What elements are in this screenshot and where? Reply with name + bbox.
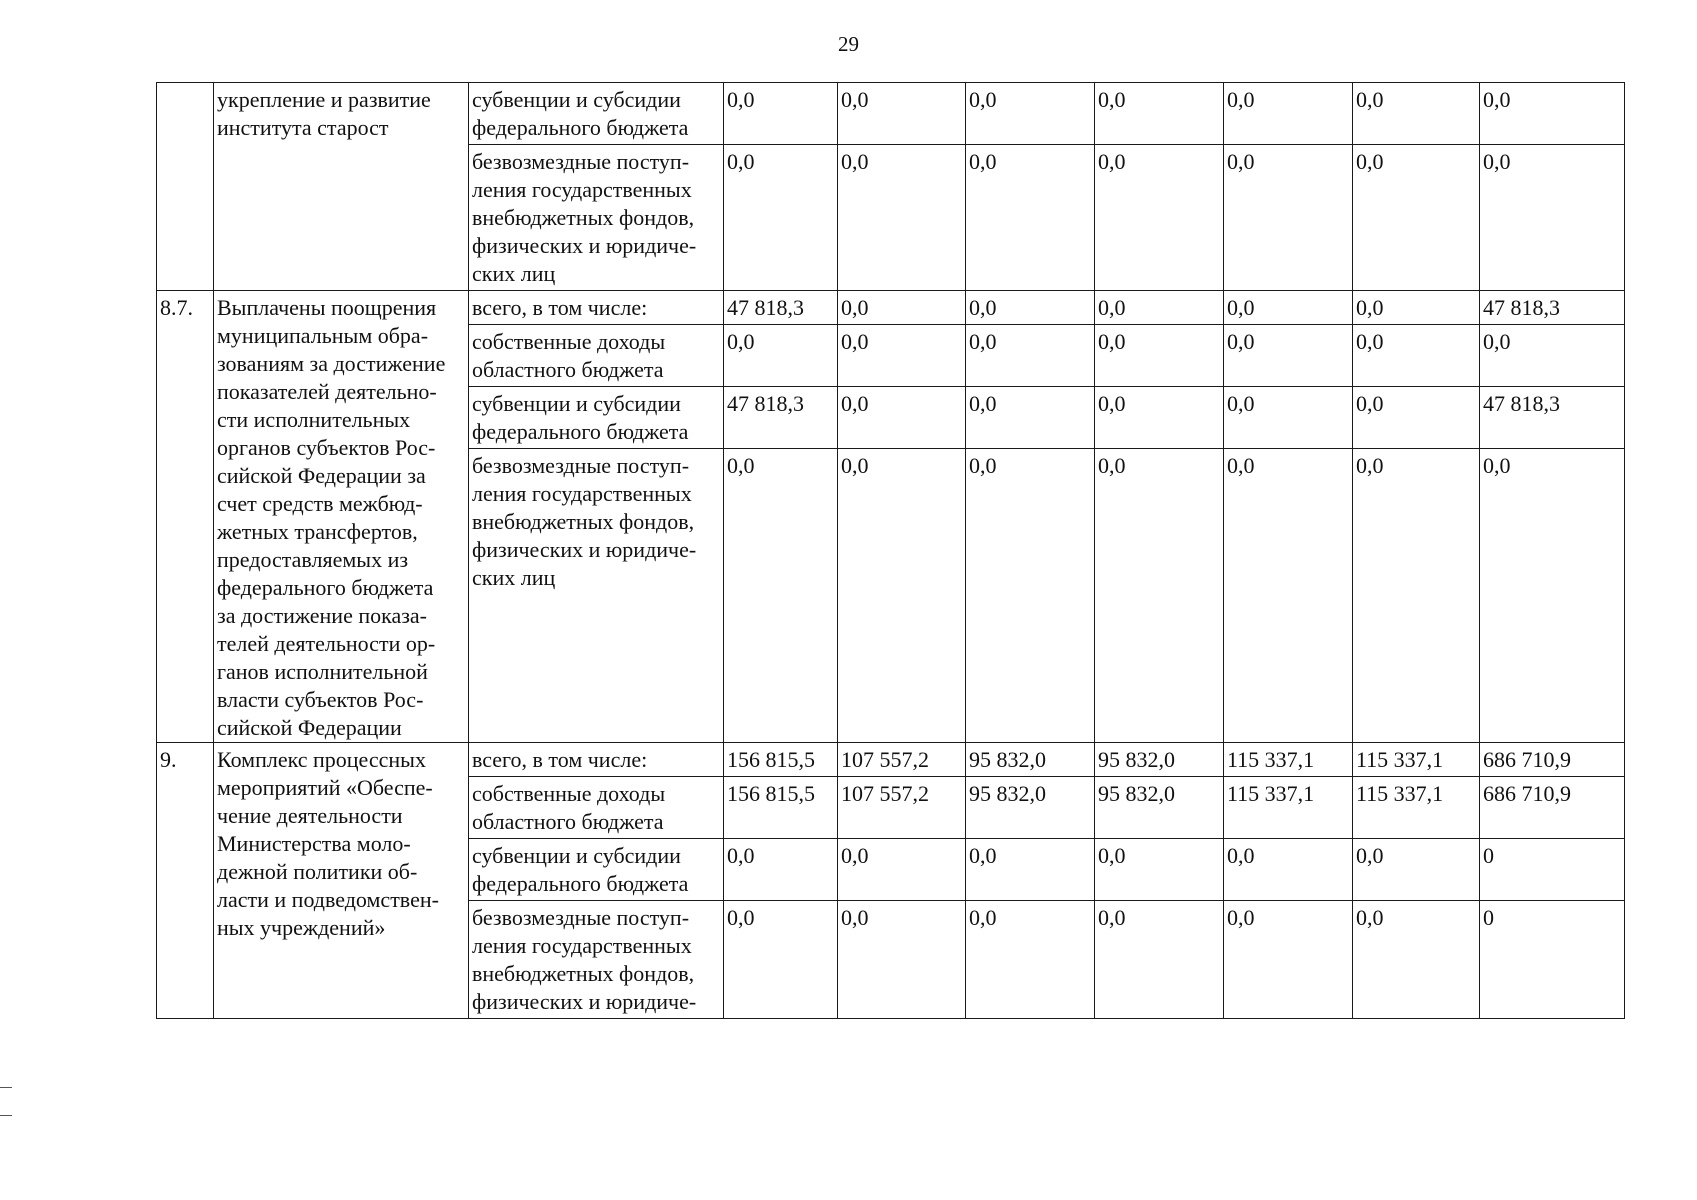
table-row: [157, 291, 1625, 325]
text-line: Комплекс процессных: [217, 747, 426, 772]
text-line: собственные доходы: [472, 329, 666, 354]
text-line: всего, в том числе:: [472, 295, 648, 320]
row-number-cell: [157, 83, 214, 291]
amount-cell: 0,0: [966, 839, 1095, 901]
text-line: физических и юридиче-: [472, 233, 697, 258]
funding-source-cell: [469, 449, 724, 743]
row-number-cell: 9.: [157, 743, 214, 1019]
text-line: собственные доходы: [472, 781, 666, 806]
amount-cell: 0,0: [1353, 387, 1480, 449]
edge-mark: [0, 1115, 12, 1116]
amount-cell: 0,0: [1353, 901, 1480, 1019]
amount-cell: 0,0: [1095, 387, 1224, 449]
event-description-cell: [214, 291, 469, 743]
text-line: чение деятельности: [217, 803, 403, 828]
amount-cell: 0,0: [1480, 325, 1625, 387]
amount-cell: 156 815,5: [724, 743, 838, 777]
text-line: областного бюджета: [472, 809, 664, 834]
amount-cell: 156 815,5: [724, 777, 838, 839]
row-number-cell: 8.7.: [157, 291, 214, 743]
amount-cell: 0,0: [966, 449, 1095, 743]
amount-cell: 0,0: [1224, 83, 1353, 145]
text-line: безвозмездные поступ-: [472, 453, 690, 478]
event-description-cell: [214, 743, 469, 1019]
amount-cell: 686 710,9: [1480, 777, 1625, 839]
amount-cell: 0,0: [966, 325, 1095, 387]
text-line: жетных трансфертов,: [217, 519, 418, 544]
amount-cell: 47 818,3: [1480, 291, 1625, 325]
text-line: внебюджетных фондов,: [472, 205, 695, 230]
amount-cell: 0,0: [966, 387, 1095, 449]
text-line: федерального бюджета: [217, 575, 434, 600]
amount-cell: 0,0: [724, 839, 838, 901]
text-line: муниципальным обра-: [217, 323, 429, 348]
funding-source-cell: [469, 743, 724, 777]
amount-cell: 95 832,0: [966, 777, 1095, 839]
amount-cell: 0: [1480, 839, 1625, 901]
text-line: счет средств межбюд-: [217, 491, 423, 516]
amount-cell: 95 832,0: [1095, 777, 1224, 839]
text-line: Выплачены поощрения: [217, 295, 437, 320]
amount-cell: 0,0: [724, 449, 838, 743]
text-line: ления государственных: [472, 933, 692, 958]
amount-cell: 47 818,3: [724, 387, 838, 449]
amount-cell: 0: [1480, 901, 1625, 1019]
amount-cell: 107 557,2: [838, 743, 966, 777]
text-line: Министерства моло-: [217, 831, 411, 856]
text-line: за достижение показа-: [217, 603, 428, 628]
text-line: физических и юридиче-: [472, 537, 697, 562]
text-line: субвенции и субсидии: [472, 843, 681, 868]
amount-cell: 95 832,0: [966, 743, 1095, 777]
text-line: ганов исполнительной: [217, 659, 428, 684]
amount-cell: 0,0: [966, 291, 1095, 325]
amount-cell: 686 710,9: [1480, 743, 1625, 777]
text-line: всего, в том числе:: [472, 747, 648, 772]
amount-cell: 0,0: [1224, 325, 1353, 387]
text-line: института старост: [217, 115, 389, 140]
amount-cell: 0,0: [1095, 291, 1224, 325]
funding-source-cell: [469, 83, 724, 145]
amount-cell: 107 557,2: [838, 777, 966, 839]
amount-cell: 0,0: [1095, 901, 1224, 1019]
text-line: телей деятельности ор-: [217, 631, 436, 656]
amount-cell: 0,0: [724, 145, 838, 291]
text-line: безвозмездные поступ-: [472, 905, 690, 930]
amount-cell: 0,0: [1480, 145, 1625, 291]
edge-mark: [0, 1087, 12, 1088]
text-line: власти субъектов Рос-: [217, 687, 424, 712]
amount-cell: 0,0: [1095, 145, 1224, 291]
text-line: сти исполнительных: [217, 407, 411, 432]
amount-cell: 0,0: [1353, 83, 1480, 145]
amount-cell: 0,0: [1095, 325, 1224, 387]
amount-cell: 0,0: [724, 83, 838, 145]
amount-cell: 0,0: [724, 901, 838, 1019]
amount-cell: 115 337,1: [1353, 743, 1480, 777]
amount-cell: 0,0: [838, 387, 966, 449]
funding-source-cell: [469, 145, 724, 291]
amount-cell: 0,0: [1224, 449, 1353, 743]
text-line: ласти и подведомствен-: [217, 887, 439, 912]
funding-source-cell: [469, 777, 724, 839]
amount-cell: 115 337,1: [1224, 777, 1353, 839]
amount-cell: 0,0: [838, 83, 966, 145]
amount-cell: 115 337,1: [1224, 743, 1353, 777]
amount-cell: 0,0: [838, 839, 966, 901]
text-line: ных учреждений»: [217, 915, 386, 940]
text-line: ления государственных: [472, 177, 692, 202]
text-line: ления государственных: [472, 481, 692, 506]
budget-table: [156, 82, 1625, 1019]
text-line: субвенции и субсидии: [472, 391, 681, 416]
text-line: показателей деятельно-: [217, 379, 437, 404]
amount-cell: 0,0: [838, 145, 966, 291]
text-line: сийской Федерации: [217, 715, 402, 740]
amount-cell: 0,0: [1095, 839, 1224, 901]
text-line: субвенции и субсидии: [472, 87, 681, 112]
amount-cell: 0,0: [1353, 325, 1480, 387]
text-line: укрепление и развитие: [217, 87, 431, 112]
funding-source-cell: [469, 901, 724, 1019]
amount-cell: 0,0: [838, 291, 966, 325]
event-description-cell: [214, 83, 469, 291]
text-line: внебюджетных фондов,: [472, 961, 695, 986]
amount-cell: 0,0: [1353, 291, 1480, 325]
amount-cell: 0,0: [838, 449, 966, 743]
amount-cell: 47 818,3: [1480, 387, 1625, 449]
funding-source-cell: [469, 325, 724, 387]
amount-cell: 0,0: [1224, 839, 1353, 901]
text-line: предоставляемых из: [217, 547, 409, 572]
amount-cell: 0,0: [1095, 449, 1224, 743]
text-line: безвозмездные поступ-: [472, 149, 690, 174]
amount-cell: 0,0: [1353, 449, 1480, 743]
text-line: областного бюджета: [472, 357, 664, 382]
text-line: ских лиц: [472, 565, 556, 590]
table-row: [157, 743, 1625, 777]
text-line: федерального бюджета: [472, 419, 689, 444]
funding-source-cell: [469, 387, 724, 449]
text-line: внебюджетных фондов,: [472, 509, 695, 534]
amount-cell: 95 832,0: [1095, 743, 1224, 777]
amount-cell: 0,0: [1224, 387, 1353, 449]
text-line: физических и юридиче-: [472, 989, 697, 1014]
table-body: [157, 83, 1625, 1019]
amount-cell: 115 337,1: [1353, 777, 1480, 839]
amount-cell: 0,0: [1224, 901, 1353, 1019]
amount-cell: 0,0: [838, 901, 966, 1019]
amount-cell: 0,0: [1224, 291, 1353, 325]
page-number: 29: [838, 32, 859, 56]
amount-cell: 0,0: [1480, 449, 1625, 743]
amount-cell: 0,0: [1095, 83, 1224, 145]
text-line: мероприятий «Обеспе-: [217, 775, 433, 800]
amount-cell: 0,0: [966, 901, 1095, 1019]
text-line: федерального бюджета: [472, 871, 689, 896]
text-line: органов субъектов Рос-: [217, 435, 436, 460]
funding-source-cell: [469, 291, 724, 325]
amount-cell: 0,0: [724, 325, 838, 387]
amount-cell: 0,0: [966, 83, 1095, 145]
amount-cell: 0,0: [1224, 145, 1353, 291]
table-row: [157, 83, 1625, 145]
text-line: зованиям за достижение: [217, 351, 446, 376]
text-line: сийской Федерации за: [217, 463, 426, 488]
funding-source-cell: [469, 839, 724, 901]
amount-cell: 0,0: [838, 325, 966, 387]
text-line: ских лиц: [472, 261, 556, 286]
amount-cell: 0,0: [1353, 839, 1480, 901]
text-line: дежной политики об-: [217, 859, 418, 884]
text-line: федерального бюджета: [472, 115, 689, 140]
amount-cell: 0,0: [1480, 83, 1625, 145]
amount-cell: 47 818,3: [724, 291, 838, 325]
amount-cell: 0,0: [966, 145, 1095, 291]
amount-cell: 0,0: [1353, 145, 1480, 291]
